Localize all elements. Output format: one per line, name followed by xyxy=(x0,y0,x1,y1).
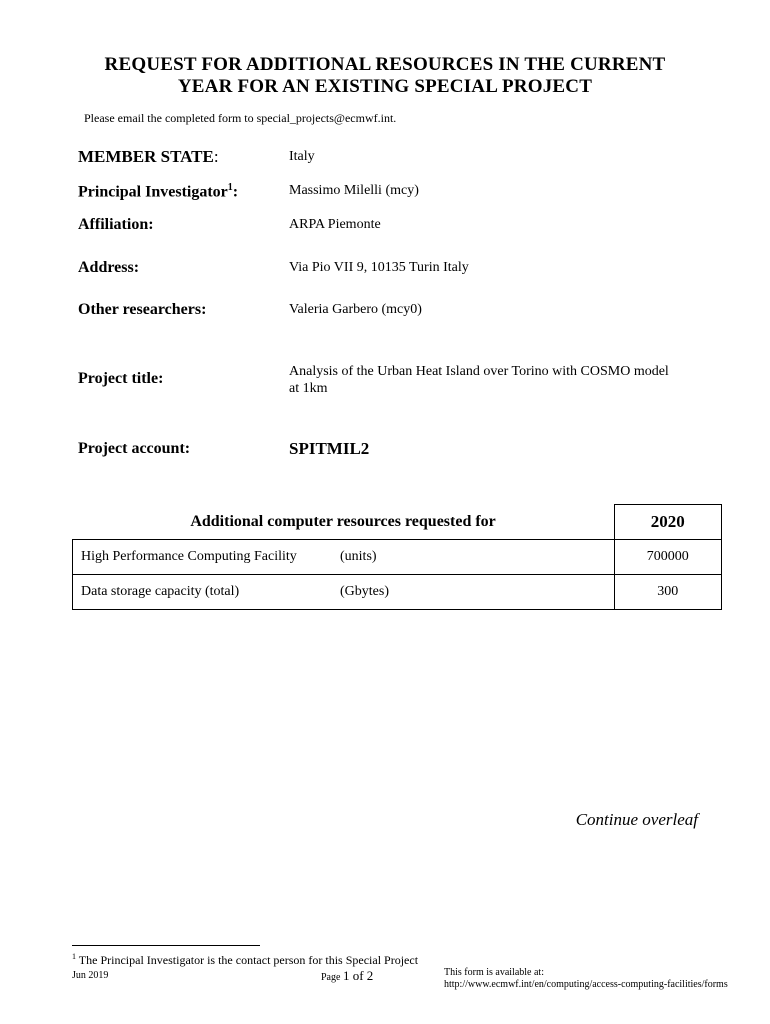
project-title-value-line-2: at 1km xyxy=(289,381,328,396)
project-account-label: Project account: xyxy=(78,440,191,457)
form-title xyxy=(40,54,730,98)
other-researchers-label: Other researchers: xyxy=(78,301,207,318)
footnote-marker: 1 xyxy=(227,182,233,193)
other-researchers-value: Valeria Garbero (mcy0) xyxy=(289,302,422,317)
resource-value: 300 xyxy=(614,575,721,610)
resources-header: Additional computer resources requested for xyxy=(190,512,496,530)
principal-investigator-colon: : xyxy=(232,183,239,201)
resources-table xyxy=(72,504,722,610)
affiliation-value: ARPA Piemonte xyxy=(289,217,381,232)
project-title-value xyxy=(289,363,669,397)
resources-year: 2020 xyxy=(614,505,721,540)
resource-unit: (Gbytes) xyxy=(332,575,614,610)
footer-page-number: 1 of 2 xyxy=(342,968,374,983)
address-value: Via Pio VII 9, 10135 Turin Italy xyxy=(289,260,469,275)
footnote-divider xyxy=(72,945,260,946)
form-title-line-1: REQUEST FOR ADDITIONAL RESOURCES IN THE CURRENT xyxy=(104,54,666,75)
project-title-label: Project title: xyxy=(78,370,164,387)
principal-investigator-label-text: Principal Investigator xyxy=(78,183,228,201)
footer-availability xyxy=(444,967,728,991)
principal-investigator-label xyxy=(78,182,238,201)
footnote xyxy=(72,952,418,968)
footer-availability-url: http://www.ecmwf.int/en/computing/access-computing-facilities/forms xyxy=(444,979,728,990)
principal-investigator-value: Massimo Milelli (mcy) xyxy=(289,183,419,198)
member-state-label xyxy=(78,147,219,167)
member-state-colon: : xyxy=(213,147,219,166)
table-row xyxy=(73,575,722,610)
footer-page xyxy=(321,968,373,984)
footnote-mark: 1 xyxy=(72,952,76,961)
table-header-row xyxy=(73,505,722,540)
continue-overleaf-note: Continue overleaf xyxy=(575,810,698,829)
project-account-value: SPITMIL2 xyxy=(289,439,370,458)
member-state-label-text: MEMBER STATE xyxy=(78,147,214,166)
footer-page-prefix: Page xyxy=(321,972,341,983)
email-instruction: Please email the completed form to special_projects@ecmwf.int. xyxy=(84,111,397,125)
affiliation-label: Affiliation: xyxy=(78,216,154,233)
resource-category: Data storage capacity (total) xyxy=(73,575,333,610)
member-state-value: Italy xyxy=(289,149,315,164)
resource-unit: (units) xyxy=(332,540,614,575)
table-row xyxy=(73,540,722,575)
form-title-line-2: YEAR FOR AN EXISTING SPECIAL PROJECT xyxy=(177,76,593,97)
footnote-text: The Principal Investigator is the contact person for this Special Project xyxy=(78,953,419,967)
resource-category: High Performance Computing Facility xyxy=(73,540,333,575)
address-label: Address: xyxy=(78,259,140,276)
footer-date: Jun 2019 xyxy=(72,970,109,981)
resource-value: 700000 xyxy=(614,540,721,575)
project-title-value-line-1: Analysis of the Urban Heat Island over Torino with COSMO model xyxy=(289,364,669,379)
footer-availability-line-1: This form is available at: xyxy=(444,967,544,978)
